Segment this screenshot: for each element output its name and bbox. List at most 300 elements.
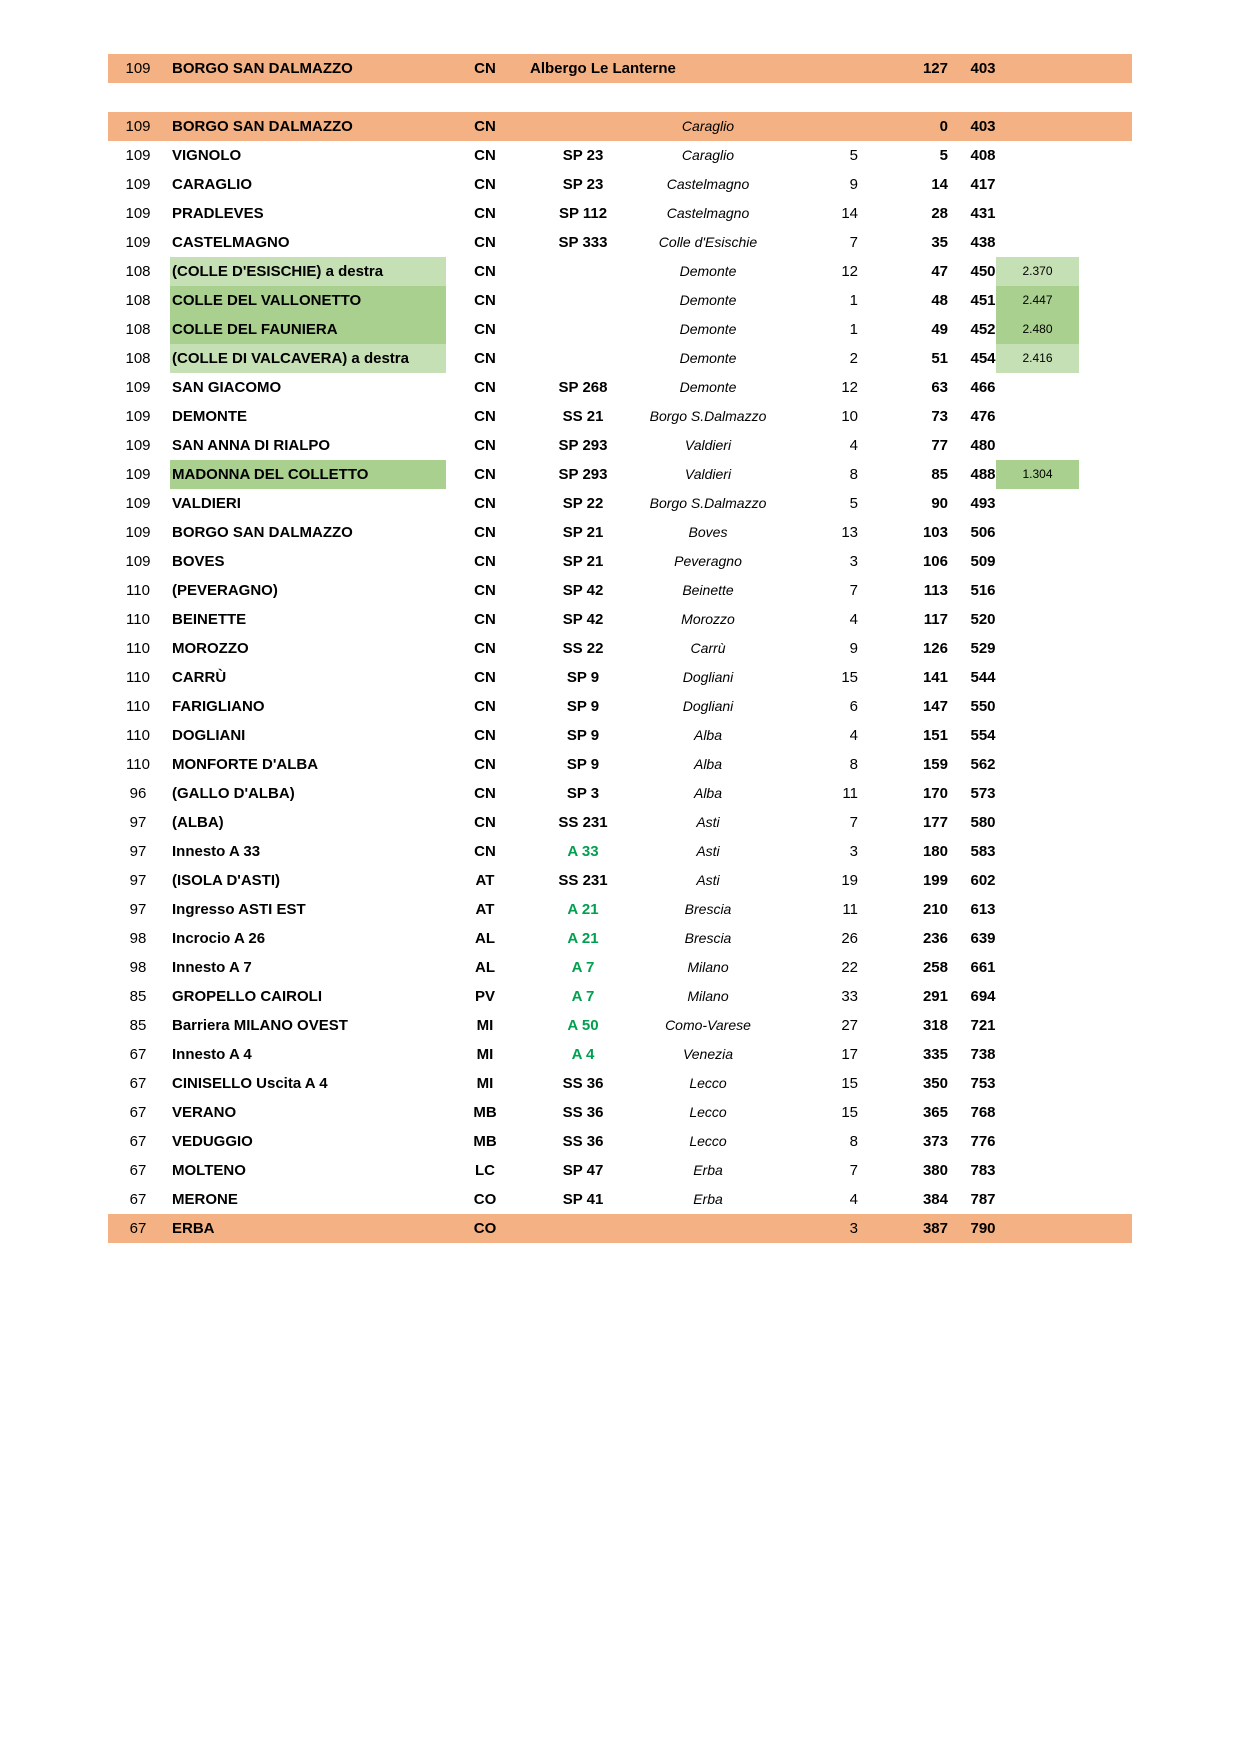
altitude: 2.480	[996, 315, 1079, 344]
table-row	[108, 1156, 1132, 1185]
direction: Borgo S.Dalmazzo	[649, 495, 767, 511]
road-number: SP 9	[566, 698, 600, 715]
province: AT	[475, 901, 495, 918]
place-name: Innesto A 7	[172, 959, 252, 976]
cumulative-km: 0	[939, 118, 948, 135]
place-name: (GALLO D'ALBA)	[172, 785, 295, 802]
table-row	[108, 1069, 1132, 1098]
altitude	[996, 953, 1079, 982]
total-km: 554	[970, 727, 996, 744]
province: AL	[475, 959, 495, 976]
cumulative-km: 51	[931, 350, 948, 367]
altitude	[996, 547, 1079, 576]
table-row	[108, 1011, 1132, 1040]
table-row	[108, 460, 1132, 489]
place-name: (PEVERAGNO)	[172, 582, 278, 599]
cumulative-km: 73	[931, 408, 948, 425]
total-km: 573	[970, 785, 996, 802]
province: CN	[474, 611, 496, 628]
altitude	[996, 1156, 1079, 1185]
direction: Beinette	[682, 582, 734, 598]
place-name: (COLLE DI VALCAVERA) a destra	[170, 344, 446, 373]
road-number: SS 231	[558, 872, 608, 889]
province: MI	[476, 1075, 494, 1092]
province: CN	[474, 176, 496, 193]
segment-km	[798, 112, 858, 141]
map-sheet: 67	[129, 1191, 147, 1208]
cumulative-km: 14	[931, 176, 948, 193]
map-sheet: 109	[125, 408, 151, 425]
direction: Alba	[693, 727, 723, 743]
total-km: 738	[970, 1046, 996, 1063]
total-km: 580	[970, 814, 996, 831]
segment-km: 5	[849, 147, 858, 164]
cumulative-km: 113	[923, 582, 948, 599]
segment-km: 3	[849, 553, 858, 570]
segment-km: 27	[841, 1017, 858, 1034]
road-number: SP 41	[562, 1191, 604, 1208]
altitude	[996, 605, 1079, 634]
total-km: 476	[970, 408, 996, 425]
altitude: 1.304	[996, 460, 1079, 489]
map-sheet: 109	[125, 205, 151, 222]
place-name: Incrocio A 26	[172, 930, 266, 947]
province: CN	[474, 727, 496, 744]
total-km: 753	[970, 1075, 996, 1092]
place-name: MOROZZO	[172, 640, 249, 657]
table-row	[108, 866, 1132, 895]
road-number: SP 293	[558, 437, 608, 454]
table-row	[108, 692, 1132, 721]
direction: Alba	[693, 785, 723, 801]
segment-km: 4	[849, 611, 858, 628]
total-km: 550	[970, 698, 996, 715]
map-sheet: 109	[125, 553, 151, 570]
province: MI	[476, 1017, 494, 1034]
road-number: SP 42	[562, 611, 604, 628]
road-number: SP 268	[558, 379, 608, 396]
province: CN	[474, 263, 496, 280]
table-row	[108, 924, 1132, 953]
table-row	[108, 170, 1132, 199]
segment-km: 3	[849, 843, 858, 860]
stage-km: 127	[922, 60, 948, 77]
map-sheet: 109	[125, 379, 151, 396]
place-name: CARAGLIO	[172, 176, 252, 193]
total-km: 403	[970, 60, 996, 77]
map-sheet: 67	[129, 1162, 147, 1179]
total-km: 694	[970, 988, 996, 1005]
segment-km: 7	[849, 582, 858, 599]
total-km: 506	[970, 524, 996, 541]
province: CN	[474, 640, 496, 657]
road-number: SS 36	[562, 1075, 604, 1092]
altitude	[996, 924, 1079, 953]
place-name: SAN GIACOMO	[172, 379, 282, 396]
cumulative-km: 126	[922, 640, 948, 657]
segment-km: 22	[841, 959, 858, 976]
province: PV	[474, 988, 495, 1005]
altitude	[996, 228, 1079, 257]
map-sheet: 85	[129, 1017, 147, 1034]
cumulative-km: 335	[922, 1046, 948, 1063]
table-row	[108, 518, 1132, 547]
direction: Valdieri	[684, 437, 732, 453]
cumulative-km: 106	[922, 553, 948, 570]
place-name: BORGO SAN DALMAZZO	[172, 524, 353, 541]
cumulative-km: 258	[922, 959, 948, 976]
table-row	[108, 431, 1132, 460]
direction: Carrù	[690, 640, 726, 656]
altitude	[996, 779, 1079, 808]
altitude	[996, 402, 1079, 431]
direction: Erba	[693, 1191, 723, 1207]
direction: Peveragno	[674, 553, 742, 569]
total-km: 488	[970, 466, 996, 483]
road-number: SP 9	[566, 756, 600, 773]
road-number: SP 9	[566, 727, 600, 744]
segment-km: 4	[849, 1191, 858, 1208]
altitude	[996, 1214, 1079, 1243]
table-row	[108, 837, 1132, 866]
cumulative-km: 85	[931, 466, 948, 483]
map-sheet: 109	[125, 437, 151, 454]
altitude	[996, 489, 1079, 518]
road-number: SP 333	[558, 234, 608, 251]
total-km: 661	[970, 959, 996, 976]
cumulative-km: 77	[931, 437, 948, 454]
place-name: CARRÙ	[172, 669, 227, 686]
hotel-row	[108, 54, 1132, 83]
segment-km: 12	[841, 263, 858, 280]
place-name: (ALBA)	[172, 814, 224, 831]
cumulative-km: 28	[931, 205, 948, 222]
province: CN	[474, 437, 496, 454]
table-row	[108, 344, 1132, 373]
table-row	[108, 982, 1132, 1011]
map-sheet: 108	[125, 292, 151, 309]
cumulative-km: 177	[922, 814, 948, 831]
cumulative-km: 49	[931, 321, 948, 338]
road-number	[528, 1214, 638, 1243]
cumulative-km: 291	[922, 988, 948, 1005]
province: CN	[474, 350, 496, 367]
map-sheet: 108	[125, 350, 151, 367]
place-name: BORGO SAN DALMAZZO	[172, 118, 353, 135]
road-number: SS 36	[562, 1104, 604, 1121]
segment-km: 7	[849, 234, 858, 251]
province: CO	[473, 1191, 497, 1208]
map-sheet: 109	[125, 524, 151, 541]
total-km: 403	[970, 118, 996, 135]
province: CN	[474, 379, 496, 396]
segment-km: 12	[841, 379, 858, 396]
direction: Asti	[696, 843, 720, 859]
altitude	[996, 141, 1079, 170]
cumulative-km: 318	[922, 1017, 948, 1034]
segment-km: 13	[841, 524, 858, 541]
altitude	[996, 1127, 1079, 1156]
cumulative-km: 151	[922, 727, 948, 744]
total-km: 613	[970, 901, 996, 918]
map-sheet: 110	[126, 582, 150, 599]
table-row	[108, 663, 1132, 692]
cumulative-km: 210	[922, 901, 948, 918]
total-km: 562	[970, 756, 996, 773]
direction: Demonte	[679, 350, 737, 366]
place-name: BORGO SAN DALMAZZO	[172, 60, 353, 77]
cumulative-km: 90	[931, 495, 948, 512]
map-sheet: 109	[125, 234, 151, 251]
direction: Demonte	[679, 379, 737, 395]
map-sheet: 109	[125, 495, 151, 512]
altitude	[996, 1040, 1079, 1069]
place-name: CINISELLO Uscita A 4	[172, 1075, 328, 1092]
province: CN	[474, 234, 496, 251]
road-number	[528, 112, 638, 141]
direction: Demonte	[679, 292, 737, 308]
province: CN	[474, 553, 496, 570]
province: CN	[474, 582, 496, 599]
road-number: SP 293	[558, 466, 608, 483]
segment-km: 8	[849, 756, 858, 773]
altitude	[996, 199, 1079, 228]
map-sheet: 109	[125, 176, 151, 193]
road-number	[528, 315, 638, 344]
direction: Asti	[696, 814, 720, 830]
total-km: 790	[970, 1220, 996, 1237]
altitude	[996, 112, 1079, 141]
direction: Erba	[693, 1162, 723, 1178]
total-km: 768	[970, 1104, 996, 1121]
map-sheet: 85	[129, 988, 147, 1005]
province: CN	[474, 756, 496, 773]
place-name: MOLTENO	[172, 1162, 246, 1179]
direction: Venezia	[682, 1046, 734, 1062]
road-number: SP 42	[562, 582, 604, 599]
table-row	[108, 895, 1132, 924]
table-row	[108, 750, 1132, 779]
map-sheet: 109	[125, 118, 151, 135]
road-number	[528, 286, 638, 315]
cumulative-km: 365	[922, 1104, 948, 1121]
direction: Demonte	[679, 263, 737, 279]
direction: Lecco	[689, 1133, 727, 1149]
total-km: 544	[970, 669, 996, 686]
province: CN	[474, 60, 496, 77]
map-sheet: 109	[125, 147, 151, 164]
table-row	[108, 112, 1132, 141]
cumulative-km: 350	[922, 1075, 948, 1092]
segment-km: 17	[841, 1046, 858, 1063]
place-name: COLLE DEL VALLONETTO	[170, 286, 446, 315]
cumulative-km: 141	[922, 669, 948, 686]
province: AL	[475, 930, 495, 947]
table-row	[108, 1098, 1132, 1127]
map-sheet: 98	[129, 930, 147, 947]
altitude: 2.447	[996, 286, 1079, 315]
table-row	[108, 721, 1132, 750]
place-name: MONFORTE D'ALBA	[172, 756, 319, 773]
province: MB	[473, 1133, 497, 1150]
direction: Como-Varese	[665, 1017, 751, 1033]
altitude: 2.416	[996, 344, 1079, 373]
map-sheet: 110	[126, 698, 150, 715]
road-number: SP 112	[558, 205, 608, 222]
place-name: SAN ANNA DI RIALPO	[172, 437, 331, 454]
road-number	[528, 257, 638, 286]
province: CN	[474, 205, 496, 222]
total-km: 438	[970, 234, 996, 251]
map-sheet: 108	[125, 263, 151, 280]
altitude	[996, 634, 1079, 663]
map-sheet: 67	[129, 1104, 147, 1121]
province: CN	[474, 814, 496, 831]
road-number: A 33	[567, 843, 599, 860]
total-km: 776	[970, 1133, 996, 1150]
segment-km: 9	[849, 176, 858, 193]
direction: Alba	[693, 756, 723, 772]
cumulative-km: 199	[922, 872, 948, 889]
cumulative-km: 380	[922, 1162, 948, 1179]
direction: Borgo S.Dalmazzo	[649, 408, 767, 424]
segment-km: 11	[842, 785, 858, 802]
segment-km: 2	[849, 350, 858, 367]
table-row	[108, 808, 1132, 837]
province: CN	[474, 843, 496, 860]
total-km: 493	[970, 495, 996, 512]
table-row	[108, 1214, 1132, 1243]
map-sheet: 110	[126, 727, 150, 744]
altitude	[996, 721, 1079, 750]
cumulative-km: 103	[922, 524, 948, 541]
road-number: SP 9	[566, 669, 600, 686]
place-name: DOGLIANI	[172, 727, 246, 744]
total-km: 454	[970, 350, 996, 367]
place-name: (ISOLA D'ASTI)	[172, 872, 281, 889]
altitude	[996, 170, 1079, 199]
province: CN	[474, 698, 496, 715]
segment-km: 3	[849, 1220, 858, 1237]
place-name: COLLE DEL FAUNIERA	[170, 315, 446, 344]
total-km: 583	[970, 843, 996, 860]
altitude	[996, 663, 1079, 692]
table-row	[108, 257, 1132, 286]
road-number: SS 21	[562, 408, 604, 425]
segment-km: 5	[849, 495, 858, 512]
road-number: SP 23	[562, 176, 604, 193]
table-row	[108, 634, 1132, 663]
map-sheet: 98	[129, 959, 147, 976]
map-sheet: 96	[129, 785, 147, 802]
cumulative-km: 5	[939, 147, 948, 164]
road-number: SP 21	[562, 553, 604, 570]
segment-km: 8	[849, 466, 858, 483]
road-number: SS 36	[562, 1133, 604, 1150]
place-name: GROPELLO CAIROLI	[172, 988, 322, 1005]
total-km: 520	[970, 611, 996, 628]
altitude	[996, 1069, 1079, 1098]
total-km: 721	[970, 1017, 996, 1034]
altitude	[996, 750, 1079, 779]
road-number: A 50	[567, 1017, 599, 1034]
table-row	[108, 1127, 1132, 1156]
table-row	[108, 547, 1132, 576]
total-km: 509	[970, 553, 996, 570]
province: CO	[473, 1220, 497, 1237]
total-km: 466	[970, 379, 996, 396]
road-number: SS 231	[558, 814, 608, 831]
map-sheet: 110	[126, 756, 150, 773]
segment-km: 33	[841, 988, 858, 1005]
direction: Milano	[687, 988, 729, 1004]
cumulative-km: 159	[922, 756, 948, 773]
direction: Morozzo	[681, 611, 735, 627]
road-number: SP 47	[562, 1162, 604, 1179]
direction: Castelmagno	[666, 205, 750, 221]
province: CN	[474, 495, 496, 512]
total-km: 452	[970, 321, 996, 338]
total-km: 450	[970, 263, 996, 280]
place-name: BOVES	[172, 553, 225, 570]
segment-km: 6	[849, 698, 858, 715]
cumulative-km: 35	[931, 234, 948, 251]
segment-km: 8	[849, 1133, 858, 1150]
place-name: Barriera MILANO OVEST	[172, 1017, 348, 1034]
cumulative-km: 147	[922, 698, 948, 715]
altitude	[996, 1098, 1079, 1127]
altitude	[996, 692, 1079, 721]
road-number: SP 23	[562, 147, 604, 164]
direction: Castelmagno	[666, 176, 750, 192]
segment-km: 4	[849, 437, 858, 454]
place-name: FARIGLIANO	[172, 698, 265, 715]
altitude	[996, 431, 1079, 460]
province: MB	[473, 1104, 497, 1121]
altitude	[996, 837, 1079, 866]
direction: Lecco	[689, 1104, 727, 1120]
direction: Dogliani	[682, 698, 734, 714]
place-name: BEINETTE	[172, 611, 247, 628]
province: AT	[475, 872, 495, 889]
province: CN	[474, 408, 496, 425]
direction: Demonte	[679, 321, 737, 337]
segment-km: 19	[841, 872, 858, 889]
hotel-name: Albergo Le Lanterne	[530, 60, 676, 77]
road-number	[528, 344, 638, 373]
total-km: 451	[970, 292, 996, 309]
cumulative-km: 387	[922, 1220, 948, 1237]
province: CN	[474, 292, 496, 309]
road-number: A 7	[571, 959, 595, 976]
direction: Brescia	[684, 901, 732, 917]
total-km: 602	[970, 872, 996, 889]
altitude	[996, 866, 1079, 895]
segment-km: 9	[849, 640, 858, 657]
place-name: Ingresso ASTI EST	[172, 901, 306, 918]
segment-km: 1	[849, 292, 858, 309]
road-number: A 21	[567, 930, 599, 947]
map-sheet: 67	[129, 1133, 147, 1150]
road-number: SS 22	[562, 640, 604, 657]
altitude	[996, 895, 1079, 924]
table-row	[108, 605, 1132, 634]
total-km: 529	[970, 640, 996, 657]
segment-km: 4	[849, 727, 858, 744]
road-number: SP 21	[562, 524, 604, 541]
map-sheet: 97	[129, 814, 147, 831]
place-name: MERONE	[172, 1191, 238, 1208]
